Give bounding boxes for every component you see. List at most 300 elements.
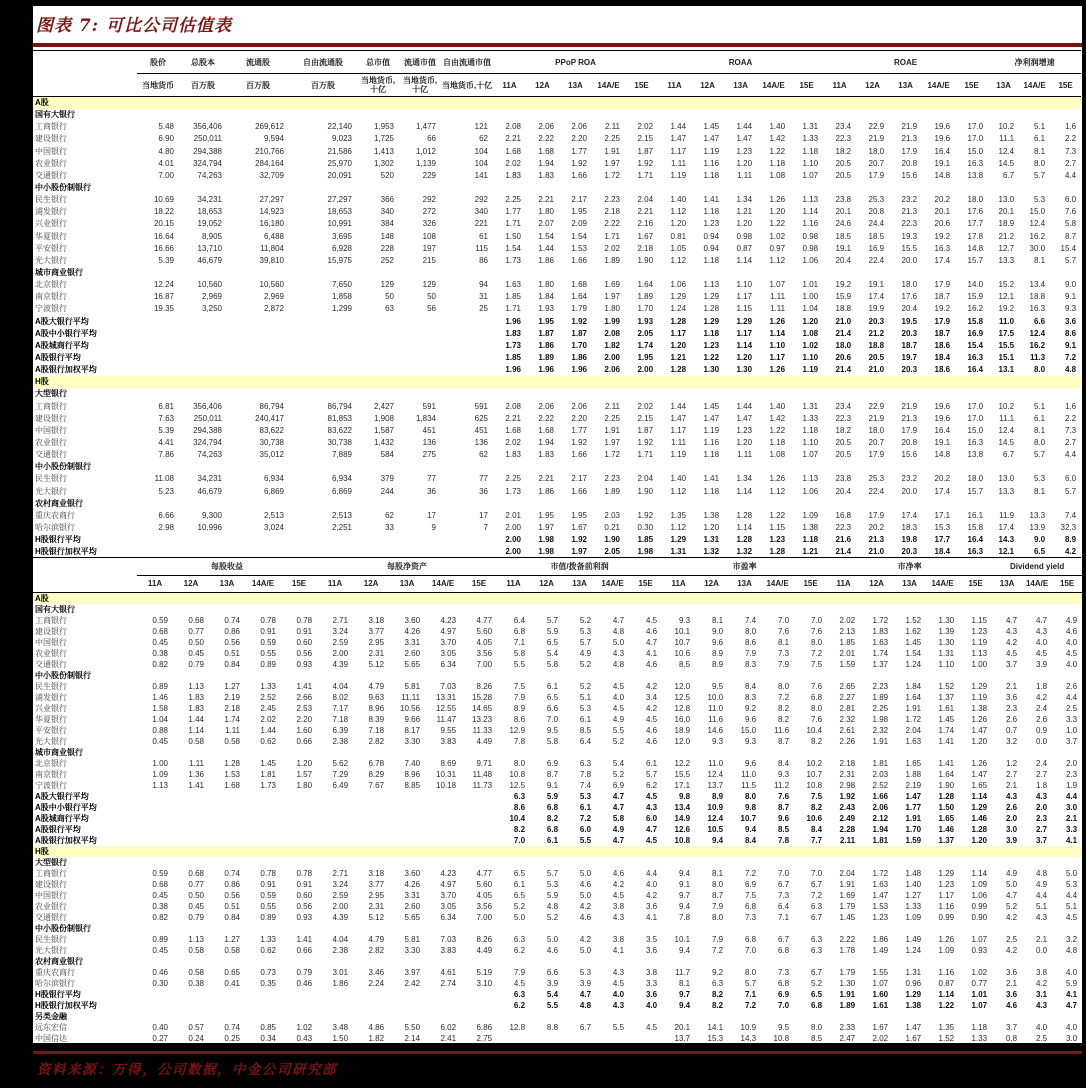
value-cell: 21.0: [868, 547, 885, 557]
value-cell: 6.9: [546, 758, 559, 768]
value-cell: 4.8: [612, 659, 625, 669]
value-cell: 1.20: [971, 835, 988, 845]
value-cell: 1.86: [332, 978, 349, 988]
value-cell: 1.97: [604, 438, 620, 447]
value-cell: 5.8: [612, 813, 625, 823]
value-cell: 1.12: [769, 486, 786, 496]
value-cell: 9.1: [1064, 340, 1077, 350]
value-cell: 0.57: [188, 1022, 204, 1032]
value-cell: 56: [427, 304, 436, 314]
value-cell: 6.8: [744, 901, 757, 911]
average-row: [33, 534, 1081, 546]
value-cell: 4.0: [1065, 967, 1078, 977]
row-label: 哈尔滨银行: [35, 522, 75, 532]
value-cell: 136: [422, 438, 436, 447]
value-cell: 77: [479, 474, 488, 484]
value-cell: [353, 989, 389, 1000]
value-cell: [441, 546, 493, 558]
value-cell: 1.66: [571, 170, 587, 180]
value-cell: 27,297: [259, 195, 284, 205]
value-cell: 23.4: [835, 122, 852, 132]
value-cell: 356,406: [193, 122, 222, 132]
value-cell: 2.21: [505, 413, 521, 423]
value-cell: 4.86: [368, 1022, 385, 1032]
value-cell: 0.51: [224, 901, 240, 911]
value-cell: 4.0: [1065, 659, 1078, 669]
column-subheader: 11A: [827, 575, 860, 592]
value-cell: 1.14: [736, 255, 753, 265]
value-cell: [245, 1000, 281, 1011]
value-cell: 1.63: [505, 280, 521, 290]
value-cell: 0.46: [152, 967, 168, 977]
value-cell: 2.27: [839, 692, 856, 702]
value-cell: 2.05: [637, 328, 654, 338]
value-cell: [399, 315, 441, 327]
market-band-row: [33, 592, 1082, 604]
value-cell: 15.4: [967, 340, 984, 350]
value-cell: 4.0: [1065, 1022, 1078, 1032]
value-cell: 19.6: [934, 401, 951, 411]
value-cell: [461, 802, 497, 813]
value-cell: 584: [380, 450, 394, 460]
value-cell: 0.98: [802, 243, 819, 253]
value-cell: 0.89: [260, 659, 276, 669]
value-cell: 1.09: [802, 510, 819, 520]
value-cell: 1.40: [670, 195, 687, 205]
value-cell: [461, 989, 497, 1000]
value-cell: 2.66: [296, 692, 313, 702]
value-cell: 16.3: [934, 243, 951, 253]
value-cell: 3.30: [404, 736, 421, 746]
value-cell: 11.48: [472, 769, 493, 779]
value-cell: 8.2: [546, 813, 559, 823]
value-cell: 8.6: [1064, 328, 1077, 338]
value-cell: 1.11: [671, 158, 687, 168]
value-cell: 10.8: [509, 769, 526, 779]
value-cell: 0.56: [224, 890, 240, 900]
value-cell: 10.7: [674, 637, 691, 647]
value-cell: 104: [474, 158, 488, 168]
value-cell: 15.5: [998, 340, 1015, 350]
value-cell: [227, 327, 289, 339]
value-cell: 1.17: [670, 328, 687, 338]
value-cell: 7.0: [810, 615, 823, 625]
value-cell: 1.38: [802, 522, 819, 532]
value-cell: 6.34: [440, 912, 457, 922]
value-cell: 1.29: [971, 681, 988, 691]
value-cell: 1.11: [737, 450, 753, 460]
value-cell: 25,970: [327, 158, 352, 168]
value-cell: 16.4: [967, 365, 984, 375]
value-cell: 4.8: [1035, 868, 1048, 878]
value-cell: 1.61: [938, 703, 955, 713]
value-cell: 18.0: [868, 146, 885, 156]
value-cell: 1.98: [538, 547, 554, 557]
value-cell: 14.8: [967, 243, 984, 253]
value-cell: 340: [380, 207, 394, 217]
value-cell: 5.8: [546, 659, 559, 669]
value-cell: 5.0: [546, 934, 559, 944]
value-cell: 14.5: [998, 438, 1015, 447]
value-cell: 0.62: [260, 736, 276, 746]
value-cell: 25.3: [868, 474, 885, 484]
value-cell: 1.38: [905, 1000, 922, 1010]
column-group-header: PPoP ROA: [493, 51, 658, 74]
value-cell: 1.23: [703, 219, 720, 229]
value-cell: 1.95: [571, 510, 587, 520]
value-cell: 17.4: [934, 255, 951, 265]
value-cell: 16.2: [967, 304, 984, 314]
value-cell: 1.33: [802, 134, 819, 144]
value-cell: 1.18: [703, 328, 720, 338]
value-cell: 7.00: [476, 912, 493, 922]
value-cell: 4.04: [332, 681, 349, 691]
value-cell: 2.25: [505, 195, 521, 205]
value-cell: 0.91: [296, 879, 313, 889]
value-cell: 4.77: [476, 868, 493, 878]
value-cell: 5.8: [1064, 219, 1077, 229]
value-cell: 8.3: [744, 692, 757, 702]
value-cell: 625: [474, 413, 488, 423]
value-cell: 8.0: [1033, 438, 1046, 447]
value-cell: [497, 1033, 530, 1043]
row-label: A股大银行平均: [35, 791, 89, 801]
value-cell: 6.3: [513, 791, 526, 801]
value-cell: 5.65: [404, 659, 421, 669]
value-cell: 1.12: [769, 255, 786, 265]
value-cell: 1.16: [802, 219, 819, 229]
column-subheader: 14A/E: [1022, 575, 1052, 592]
value-cell: 1.27: [905, 890, 922, 900]
value-cell: 20.1: [674, 1022, 691, 1032]
value-cell: 8.1: [711, 615, 724, 625]
value-cell: [137, 315, 179, 327]
section-header-row: [33, 181, 1081, 193]
value-cell: 3,024: [263, 522, 284, 532]
value-cell: 2.3: [1065, 769, 1078, 779]
corner-cell: [33, 51, 137, 74]
row-label: A股: [33, 592, 1082, 604]
value-cell: 2.22: [538, 413, 554, 423]
value-cell: 11.0: [708, 703, 724, 713]
value-cell: 4.97: [440, 879, 457, 889]
value-cell: 22,140: [327, 122, 352, 132]
column-subheader: 14A/E: [425, 575, 461, 592]
value-cell: 1.20: [296, 758, 313, 768]
value-cell: 8.2: [777, 703, 790, 713]
row-label: H股银行加权平均: [35, 547, 97, 557]
value-cell: 2,513: [331, 510, 352, 520]
value-cell: 1.83: [188, 692, 204, 702]
value-cell: 5.62: [332, 758, 349, 768]
value-cell: 18.0: [835, 340, 852, 350]
value-cell: 1.14: [938, 989, 955, 999]
value-cell: 1.74: [224, 714, 240, 724]
value-cell: 7.6: [810, 626, 823, 636]
value-cell: 10.69: [153, 195, 174, 205]
value-cell: 2.02: [637, 122, 654, 132]
value-cell: 1.08: [769, 170, 786, 180]
value-cell: 4.6: [1005, 1000, 1018, 1010]
value-cell: 10.5: [707, 824, 724, 834]
value-cell: 0.89: [260, 912, 276, 922]
value-cell: 0.27: [152, 1033, 168, 1043]
value-cell: 3.31: [404, 637, 421, 647]
value-cell: 1.77: [505, 207, 521, 217]
value-cell: 1.14: [736, 486, 753, 496]
data-row: [33, 659, 1082, 670]
value-cell: 21.6: [835, 535, 852, 545]
value-cell: 4.3: [612, 648, 625, 658]
value-cell: 20.5: [835, 450, 852, 460]
value-cell: 7.5: [744, 890, 757, 900]
value-cell: 0.45: [152, 637, 168, 647]
value-cell: 2.23: [872, 681, 889, 691]
value-cell: 6.7: [1002, 170, 1015, 180]
row-label: 中国银行: [35, 890, 67, 900]
value-cell: [245, 989, 281, 1000]
value-cell: 0.45: [152, 890, 168, 900]
column-group-header: ROAA: [658, 51, 823, 74]
value-cell: 1.86: [872, 934, 889, 944]
value-cell: 8.1: [678, 978, 691, 988]
section-header-row: [33, 747, 1082, 758]
value-cell: 4.2: [612, 879, 625, 889]
value-cell: 3.70: [440, 637, 457, 647]
value-cell: 4.1: [1065, 835, 1078, 845]
value-cell: 1.02: [769, 231, 786, 241]
value-cell: [227, 364, 289, 376]
value-cell: 1.08: [802, 328, 819, 338]
value-cell: 19.1: [835, 243, 852, 253]
value-cell: 15.28: [472, 692, 493, 702]
value-cell: 6.81: [158, 401, 174, 411]
value-cell: 2.38: [332, 736, 349, 746]
value-cell: 4.9: [612, 824, 625, 834]
value-cell: 1.44: [670, 122, 687, 132]
value-cell: 11.08: [154, 474, 174, 484]
value-cell: 0.25: [224, 1033, 240, 1043]
value-cell: 4.4: [1065, 692, 1078, 702]
value-cell: 11.0: [741, 769, 757, 779]
value-cell: 9.8: [744, 802, 757, 812]
column-group-header: 每股收益: [137, 558, 317, 575]
value-cell: 5.2: [1005, 901, 1018, 911]
value-cell: 12.8: [674, 703, 691, 713]
value-cell: 1.42: [769, 134, 786, 144]
value-cell: 4.79: [368, 934, 385, 944]
column-subheader: 15E: [461, 575, 497, 592]
value-cell: 1.10: [938, 659, 955, 669]
value-cell: 1.02: [296, 1022, 313, 1032]
value-cell: 2.23: [604, 195, 620, 205]
value-cell: 1.85: [839, 637, 856, 647]
value-cell: 17.9: [934, 280, 951, 290]
value-cell: 2.16: [637, 219, 654, 229]
value-cell: 8.85: [404, 780, 421, 790]
section-header-row: [33, 388, 1081, 400]
value-cell: 2.71: [332, 615, 349, 625]
value-cell: 1.66: [571, 486, 587, 496]
value-cell: 5.5: [546, 1000, 559, 1010]
value-cell: 5.7: [1064, 255, 1077, 265]
value-cell: 0.45: [152, 945, 168, 955]
value-cell: 23.8: [835, 195, 852, 205]
value-cell: 1.39: [938, 626, 955, 636]
value-cell: 3.97: [404, 967, 421, 977]
value-cell: 1.44: [736, 122, 753, 132]
value-cell: 2.21: [538, 195, 554, 205]
value-cell: 1.47: [703, 413, 720, 423]
value-cell: 1.72: [604, 450, 620, 460]
value-cell: [227, 315, 289, 327]
value-cell: 1.86: [571, 353, 587, 363]
value-cell: 292: [474, 195, 488, 205]
value-cell: 5.7: [1033, 170, 1046, 180]
value-cell: 18.0: [967, 474, 984, 484]
value-cell: 1.29: [703, 316, 720, 326]
value-cell: 1.16: [703, 438, 720, 447]
value-cell: 15.7: [967, 486, 984, 496]
value-cell: 19.6: [934, 134, 951, 144]
value-cell: 17.0: [967, 134, 984, 144]
value-cell: 1.49: [872, 945, 889, 955]
report-page: [33, 6, 1082, 1043]
value-cell: 20,091: [327, 170, 352, 180]
value-cell: 1.54: [505, 243, 521, 253]
value-cell: 34,231: [197, 474, 222, 484]
value-cell: 0.79: [296, 967, 313, 977]
value-cell: 2,872: [263, 304, 284, 314]
value-cell: 14.65: [472, 703, 493, 713]
value-cell: 4.9: [1065, 615, 1078, 625]
value-cell: 4.79: [368, 681, 385, 691]
value-cell: 8.69: [440, 758, 457, 768]
value-cell: 3.8: [612, 901, 625, 911]
value-cell: 8.0: [711, 879, 724, 889]
value-cell: 2.00: [332, 901, 349, 911]
value-cell: 16.8: [835, 510, 852, 520]
value-cell: 11.11: [401, 692, 421, 702]
value-cell: 1.71: [637, 450, 654, 460]
value-cell: 10.1: [674, 934, 691, 944]
value-cell: 17.8: [967, 231, 984, 241]
value-cell: 1.91: [839, 989, 856, 999]
value-cell: 1.19: [802, 365, 819, 375]
value-cell: 5.5: [612, 725, 625, 735]
data-row: [33, 780, 1082, 791]
value-cell: 0.51: [224, 648, 240, 658]
value-cell: 8.2: [711, 1000, 724, 1010]
value-cell: 1.44: [736, 401, 753, 411]
value-cell: 21.4: [835, 547, 852, 557]
value-cell: 1.13: [188, 681, 204, 691]
value-cell: [137, 1000, 173, 1011]
value-cell: 1.64: [571, 292, 587, 302]
row-label: 建设银行: [35, 413, 67, 423]
value-cell: 1.04: [802, 304, 819, 314]
value-cell: 15.9: [835, 292, 852, 302]
value-cell: 4.3: [1035, 1000, 1048, 1010]
data-row: [33, 291, 1081, 303]
value-cell: 17.4: [998, 522, 1015, 532]
value-cell: [281, 835, 317, 846]
value-cell: 7.0: [777, 615, 790, 625]
value-cell: 1.13: [703, 280, 720, 290]
section-header-row: [33, 604, 1082, 615]
value-cell: 1.67: [637, 231, 654, 241]
value-cell: 0.56: [296, 648, 313, 658]
value-cell: 22.3: [901, 219, 918, 229]
value-cell: 18.7: [934, 328, 951, 338]
value-cell: 50: [427, 292, 436, 302]
value-cell: 1.68: [505, 146, 521, 156]
value-cell: 0.86: [224, 879, 240, 889]
value-cell: 18,653: [197, 207, 222, 217]
value-cell: 5.0: [513, 912, 526, 922]
value-cell: 1.28: [769, 547, 786, 557]
value-cell: 1.22: [938, 1000, 955, 1010]
value-cell: 1.17: [938, 890, 955, 900]
value-cell: 6.5: [513, 868, 526, 878]
value-cell: 13.9: [1029, 522, 1046, 532]
value-cell: 4.3: [1035, 912, 1048, 922]
column-subheader: 14A/E: [596, 575, 629, 592]
value-cell: 0.66: [296, 736, 313, 746]
value-cell: 2.18: [604, 207, 620, 217]
value-cell: 1.90: [637, 255, 654, 265]
value-cell: 0.56: [296, 901, 313, 911]
value-cell: 1.89: [839, 1000, 856, 1010]
value-cell: 63: [385, 304, 394, 314]
value-cell: 7.5: [810, 791, 823, 801]
value-cell: 2.11: [605, 401, 620, 411]
value-cell: 1.58: [152, 703, 168, 713]
value-cell: 2.6: [1065, 681, 1078, 691]
average-row: [33, 989, 1082, 1000]
value-cell: 15.5: [674, 769, 691, 779]
value-cell: 7.2: [744, 868, 757, 878]
value-cell: 21,586: [327, 146, 352, 156]
column-group-header: 市净率: [827, 558, 992, 575]
value-cell: 4.04: [332, 934, 349, 944]
value-cell: 6.8: [777, 945, 790, 955]
value-cell: 2.52: [260, 692, 276, 702]
value-cell: 20.8: [901, 438, 918, 447]
value-cell: 19.2: [934, 304, 951, 314]
column-subheader: 12A: [860, 575, 893, 592]
average-row: [33, 813, 1082, 824]
value-cell: 1.41: [296, 934, 313, 944]
data-row: [33, 637, 1082, 648]
value-cell: 2.5: [1035, 1033, 1048, 1043]
data-row: [33, 121, 1081, 133]
value-cell: [137, 534, 179, 546]
value-cell: 2.0: [1005, 813, 1018, 823]
value-cell: 14.9: [674, 813, 691, 823]
value-cell: 1.69: [839, 890, 856, 900]
data-row: [33, 133, 1081, 145]
value-cell: 61: [479, 231, 488, 241]
value-cell: 1.28: [224, 758, 240, 768]
value-cell: 19.2: [835, 280, 852, 290]
value-cell: 4.0: [612, 692, 625, 702]
value-cell: 2.31: [839, 769, 856, 779]
value-cell: 1.78: [839, 945, 856, 955]
value-cell: [137, 364, 179, 376]
value-cell: 5.0: [579, 868, 592, 878]
value-cell: 0.68: [188, 615, 204, 625]
